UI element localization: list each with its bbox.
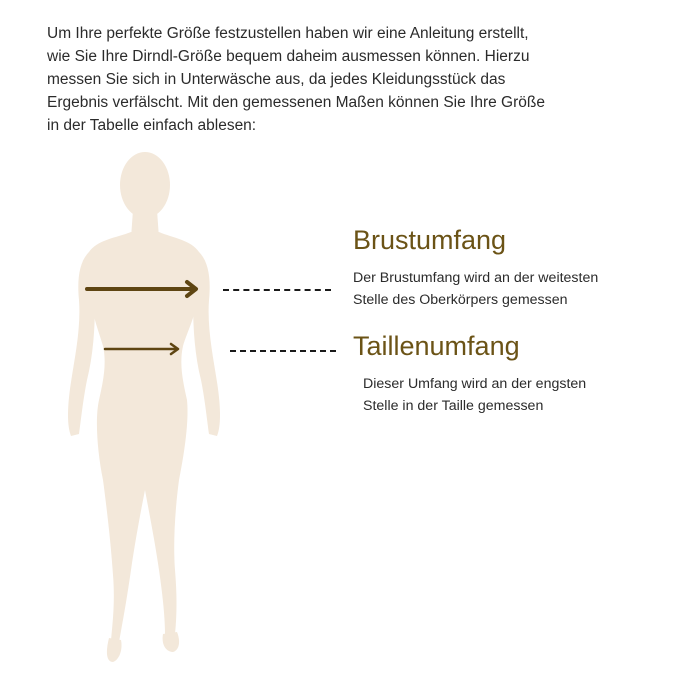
waist-description-line: Stelle in der Taille gemessen (363, 398, 544, 414)
intro-line: Ergebnis verfälscht. Mit den gemessenen Maßen können Sie Ihre Größe (47, 94, 545, 111)
chest-description-line: Stelle des Oberkörpers gemessen (353, 292, 568, 308)
body-silhouette-icon (55, 150, 245, 665)
chest-description-line: Der Brustumfang wird an der weitesten (353, 270, 599, 286)
waist-description (363, 373, 653, 417)
silhouette-shape (68, 152, 220, 662)
chest-description (353, 267, 653, 311)
waist-connector-line (230, 350, 336, 352)
chest-title: Brustumfang (353, 225, 507, 255)
intro-line: Um Ihre perfekte Größe festzustellen haben wir eine Anleitung erstellt, (47, 25, 529, 42)
waist-description-line: Dieser Umfang wird an der engsten (363, 376, 587, 392)
intro-text (47, 22, 632, 137)
intro-line: messen Sie sich in Unterwäsche aus, da jedes Kleidungsstück das (47, 71, 506, 88)
waist-title: Taillenumfang (353, 331, 520, 361)
chest-connector-line (223, 289, 331, 291)
intro-line: wie Sie Ihre Dirndl-Größe bequem daheim ausmessen können. Hierzu (47, 48, 530, 65)
intro-line: in der Tabelle einfach ablesen: (47, 117, 257, 134)
